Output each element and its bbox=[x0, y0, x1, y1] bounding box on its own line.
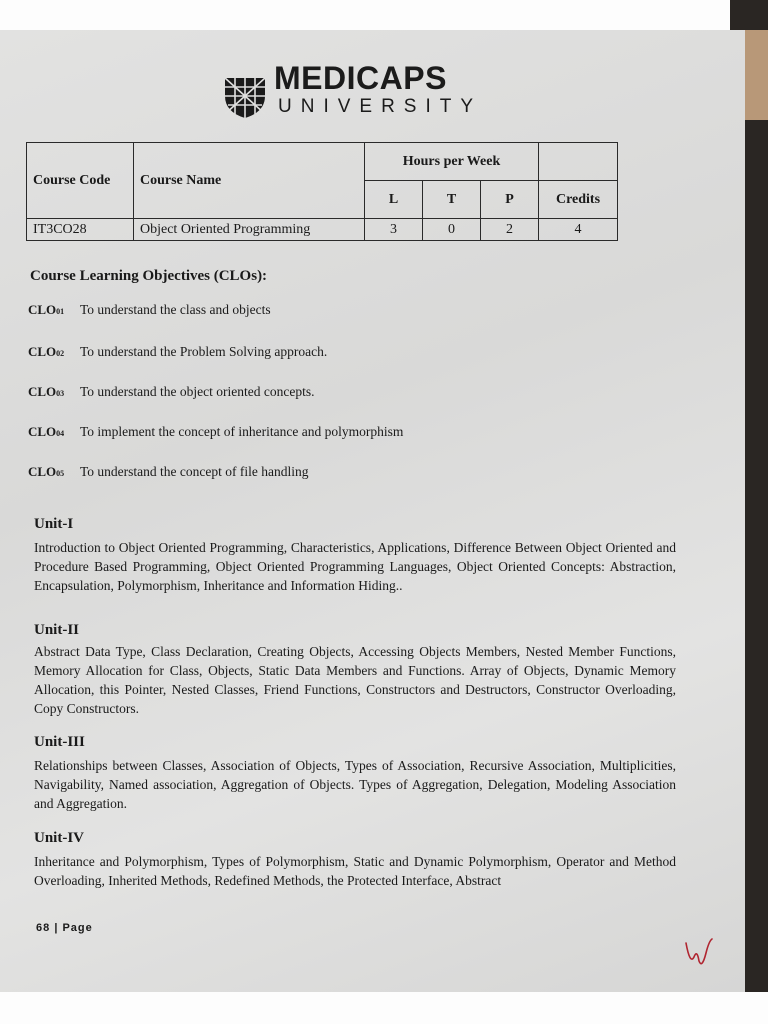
page-number: 68 bbox=[36, 922, 51, 934]
cell-course-code: IT3CO28 bbox=[27, 219, 134, 241]
logo-subtitle: UNIVERSITY bbox=[278, 96, 483, 117]
header-credits: Credits bbox=[539, 181, 618, 219]
objective-item bbox=[28, 464, 309, 480]
objectives-heading: Course Learning Objectives (CLOs): bbox=[30, 268, 268, 284]
cell-p: 2 bbox=[481, 219, 539, 241]
background-top bbox=[0, 0, 768, 30]
header-p: P bbox=[481, 181, 539, 219]
unit-title: Unit-I bbox=[34, 516, 74, 532]
page-footer bbox=[36, 922, 93, 934]
cell-course-name: Object Oriented Programming bbox=[134, 219, 365, 241]
header-t: T bbox=[423, 181, 481, 219]
unit-title: Unit-IV bbox=[34, 830, 85, 846]
unit-body: Abstract Data Type, Class Declaration, Creating Objects, Accessing Objects Members, Nested Member Functions, Memory Allocation for Class, Objects, Static Data Members and Functions. Array of Objects, Dynamic Memory Allocation, this Pointer, Nested Classes, Friend Functions, Constructors and Destructors, Constructor Overloading, Copy Constructors. bbox=[34, 644, 676, 716]
header-course-code: Course Code bbox=[27, 143, 134, 219]
document-page bbox=[0, 30, 745, 992]
objective-code: CLO02 bbox=[28, 344, 65, 359]
objective-code: CLO01 bbox=[28, 302, 65, 317]
objective-text: To understand the class and objects bbox=[80, 302, 271, 317]
cell-credits: 4 bbox=[539, 219, 618, 241]
objective-item bbox=[28, 344, 327, 360]
cell-l: 3 bbox=[365, 219, 423, 241]
header-empty-cell bbox=[539, 143, 618, 181]
header-course-name: Course Name bbox=[134, 143, 365, 219]
objective-text: To understand the Problem Solving approach. bbox=[80, 344, 328, 359]
cell-t: 0 bbox=[423, 219, 481, 241]
objective-text: To implement the concept of inheritance and polymorphism bbox=[80, 424, 404, 439]
university-logo bbox=[222, 60, 483, 130]
unit-body: Inheritance and Polymorphism, Types of Polymorphism, Static and Dynamic Polymorphism, Operator and Method Overloading, Inherited Methods, Redefined Methods, the Protected Interface, Abstract bbox=[34, 854, 676, 888]
header-hours-per-week: Hours per Week bbox=[365, 143, 539, 181]
objective-text: To understand the concept of file handling bbox=[80, 464, 309, 479]
unit-body: Relationships between Classes, Association of Objects, Types of Association, Recursive Association, Multiplicities, Navigability, Named association, Aggregation of Objects. Types of Aggregation, Delegation, Modeling Association and Aggregation. bbox=[34, 758, 676, 811]
unit-title: Unit-III bbox=[34, 734, 85, 750]
header-l: L bbox=[365, 181, 423, 219]
objective-code: CLO05 bbox=[28, 464, 65, 479]
objective-text: To understand the object oriented concepts. bbox=[80, 384, 315, 399]
objective-code: CLO04 bbox=[28, 424, 65, 439]
unit-body: Introduction to Object Oriented Programming, Characteristics, Applications, Difference Between Object Oriented and Procedure Based Programming, Object Oriented Programming Languages, Object Oriented Concepts: Abstraction, Encapsulation, Polymorphism, Inheritance and Information Hiding.. bbox=[34, 540, 676, 593]
logo-title: MEDICAPS bbox=[274, 60, 447, 96]
handwritten-signature-icon bbox=[682, 935, 716, 971]
objective-item bbox=[28, 302, 271, 318]
objective-item bbox=[28, 424, 403, 440]
objective-item bbox=[28, 384, 314, 400]
unit-title: Unit-II bbox=[34, 622, 80, 638]
course-table bbox=[26, 142, 618, 241]
medicaps-shield-logo-icon bbox=[222, 74, 268, 120]
page-label: | Page bbox=[54, 922, 93, 934]
background-bottom bbox=[0, 992, 768, 1024]
objective-code: CLO03 bbox=[28, 384, 65, 399]
